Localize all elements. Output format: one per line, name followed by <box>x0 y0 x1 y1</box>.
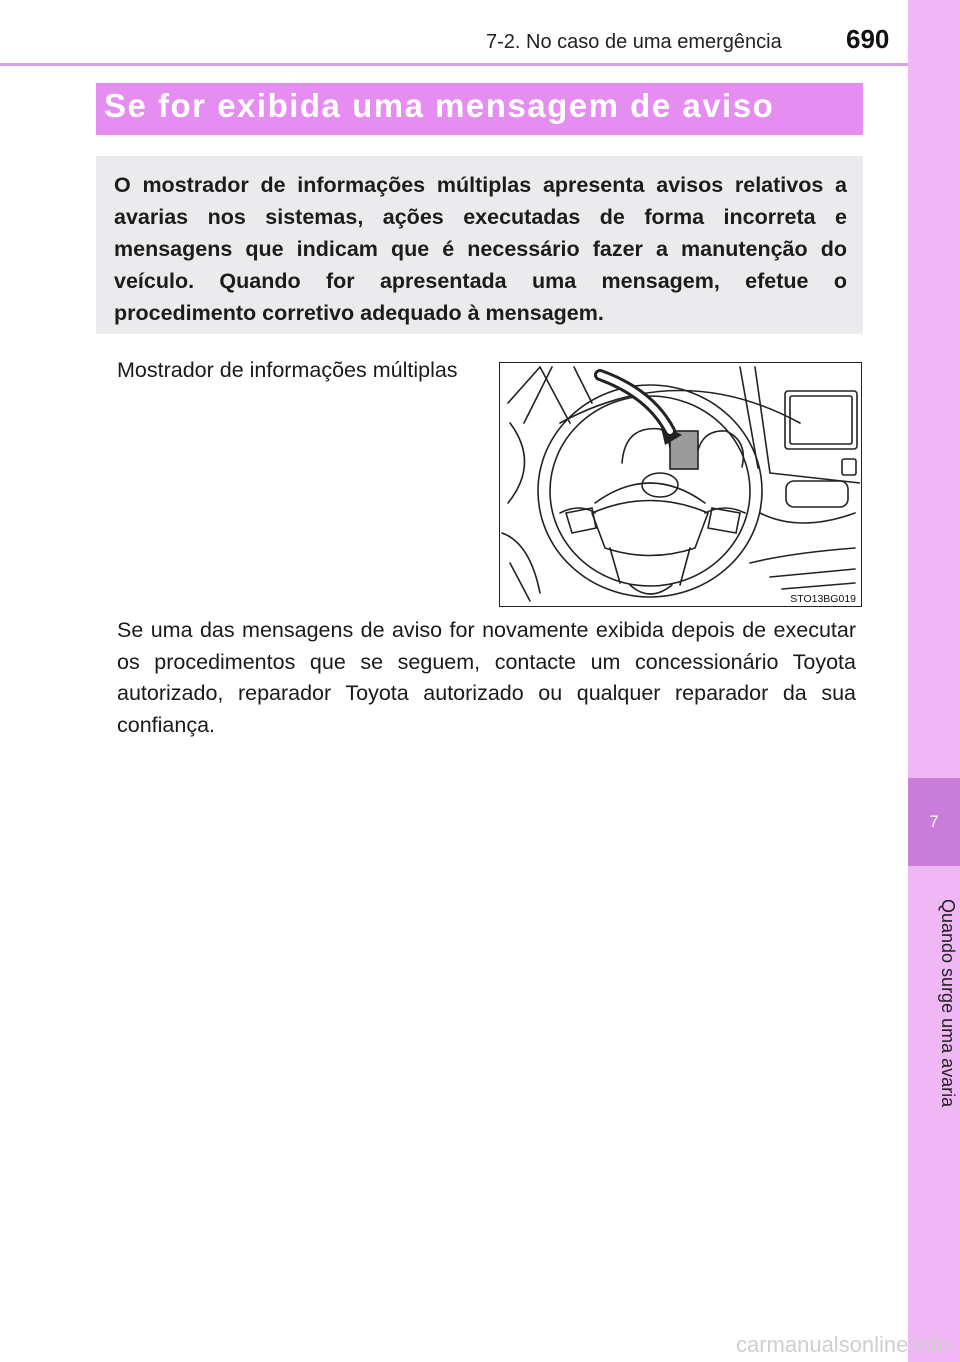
chapter-title: Quando surge uma avaria <box>938 898 958 1108</box>
section-path: 7-2. No caso de uma emergência <box>486 31 782 53</box>
intro-text: O mostrador de informações múltiplas apresenta avisos relativos a avarias nos sistemas, ações executadas de forma incorreta e mensagens que indicam que é necessário fazer a manutenção do veículo. Quando for apresentada uma mensagem, efetue o procedimento corretivo adequado à mensagem. <box>114 173 847 325</box>
body-paragraph: Se uma das mensagens de aviso for novamente exibida depois de executar os procedimentos que se seguem, contacte um concessionário Toyota autorizado, reparador Toyota autorizado ou qualquer reparador da sua confiança. <box>117 618 856 737</box>
section-title: Se for exibida uma mensagem de aviso <box>104 87 775 124</box>
section-title-bar <box>96 83 863 135</box>
steering-wheel-drawing <box>500 363 860 605</box>
intro-box <box>96 156 863 334</box>
page-number: 690 <box>846 24 890 54</box>
side-tab <box>908 0 960 1362</box>
figure-label: Mostrador de informações múltiplas <box>117 358 458 382</box>
dashboard-illustration <box>499 362 862 607</box>
figure-code: STO13BG019 <box>790 593 856 605</box>
chapter-number: 7 <box>908 778 960 866</box>
watermark: carmanualsonline.info <box>735 1332 950 1357</box>
header-rule <box>0 63 908 66</box>
